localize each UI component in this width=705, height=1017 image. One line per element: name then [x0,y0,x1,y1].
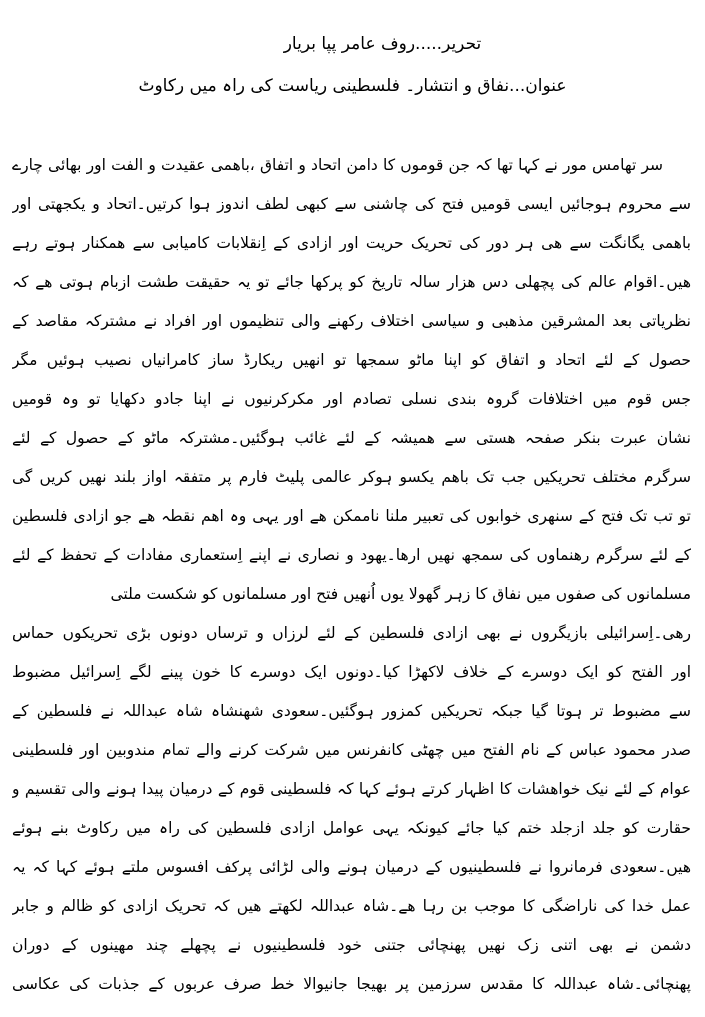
author-byline: تحریر.....روف عامر پپا بریار [283,34,482,54]
body-line: پھنچائی۔شاہ عبداللہ کا مقدس سرزمین پر بھیجا جانیوالا خط صرف عربوں کے جذبات کی عکاسی [12,975,691,993]
body-line: نظریاتی بعد المشرقین مذھبی و سیاسی اختلاف رکھنے والی تنظیموں اور افراد نے مشترکہ مقاصد کے [12,312,691,330]
body-line: سر تھامس مور نے کہا تھا کہ جن قوموں کا دامن اتحاد و اتفاق ،باھمی عقیدت و الفت اور بھائی چارے [12,156,663,174]
body-line: عمل خدا کی ناراضگی کا موجب بن رہا ھے۔شاہ عبداللہ لکھتے ھیں کہ تحریک ازادی کو ظالم و جابر [12,897,691,915]
body-line: تو تب تک فتح کے سنھری خوابوں کی تعبیر ملنا ناممکن ھے اور یہی وہ اھم نقطہ ھے جو ازادی فلسطین [12,507,691,525]
body-line: رھی۔اِسرائیلی بازیگروں نے بھی ازادی فلسطین کے لئے لرزاں و ترساں دونوں بڑی تحریکوں حماس [12,624,691,642]
body-line: سے مضبوط تر ہوتا گیا جبکہ تحریکیں کمزور ہوگئیں۔سعودی شھنشاہ شاہ عبداللہ نے فلسطین کے [12,702,691,720]
body-line: سے محروم ہوجائیں ایسی قومیں فتح کی چاشنی سے کبھی لطف اندوز ہوا کرتیں۔اتحاد و یکجھتی اور [12,195,691,213]
body-line: سرگرم مختلف تحریکیں جب تک باھم یکسو ہوکر عالمی پلیٹ فارم پر متفقہ اواز بلند نھیں کریں گی [12,468,691,486]
body-line: حقارت کو جلد ازجلد ختم کیا جائے کیونکہ یہی عوامل ازادی فلسطین کی راہ میں رکاوٹ بنے ہوئے [12,819,691,837]
body-line: عوام کے لئے نیک خواھشات کا اظہار کرتے ہوئے کہا کہ فلسطینی قوم کے درمیان پیدا ہونے والی تقسیم و [12,780,691,798]
body-line: باھمی یگانگت سے ھی ہر دور کی تحریک حریت اور ازادی کے اِنقلابات کامیابی سے ھمکنار ہوتے رہے [12,234,691,252]
body-line: مسلمانوں کی صفوں میں نفاق کا زہر گھولا یوں اُنھیں فتح اور مسلمانوں کو شکست ملتی [110,585,691,603]
body-line: صدر محمود عباس کے نام الفتح میں چھٹی کانفرنس میں شرکت کرنے والے تمام مندوبین اور فلسطینی [12,741,691,759]
body-line: اور الفتح کو ایک دوسرے کے خلاف لاکھڑا کیا۔دونوں ایک دوسرے کا خون پینے لگے اِسرائیل مضبوط [12,663,691,681]
body-line: جس قوم میں اختلافات گروہ بندی نسلی تصادم اور مکرکرنیوں نے اپنا جادو دکھایا تو وہ قومیں [12,390,691,408]
article-body [12,146,691,1004]
body-line: کے لئے سرگرم رھنماوں کی سمجھ نھیں ارھا۔یھود و نصاری نے اپنے اِستعماری مفادات کے تحفظ کے لئے [12,546,691,564]
body-line: نشان عبرت بنکر صفحہ ھستی سے ھمیشہ کے لئے غائب ہوگئیں۔مشترکہ ماٹو کے حصول کے لئے [12,429,691,447]
body-line: ھیں۔سعودی فرمانروا نے فلسطینیوں کے درمیان ہونے والی لڑائی پرکف افسوس ملتے ہوئے کہا کہ یہ [12,858,691,876]
body-line: دشمن نے بھی اتنی زک نھیں پھنچائی جتنی خود فلسطینیوں نے پچھلے چند مھینوں کے دوران [12,936,691,954]
body-line: حصول کے لئے اتحاد و اتفاق کو اپنا ماٹو سمجھا تو انھیں ریکارڈ ساز کامرانیاں نصیب ہوئیں مگر [12,351,691,369]
article-subject: عنوان...نفاق و انتشار۔ فلسطینی ریاست کی راہ میں رکاوٹ [138,76,567,96]
body-line: ھیں۔اقوام عالم کی پچھلی دس ھزار سالہ تاریخ کو پرکھا جائے تو یہ حقیقت طشت ازبام ہوتی ھے کہ [12,273,691,291]
